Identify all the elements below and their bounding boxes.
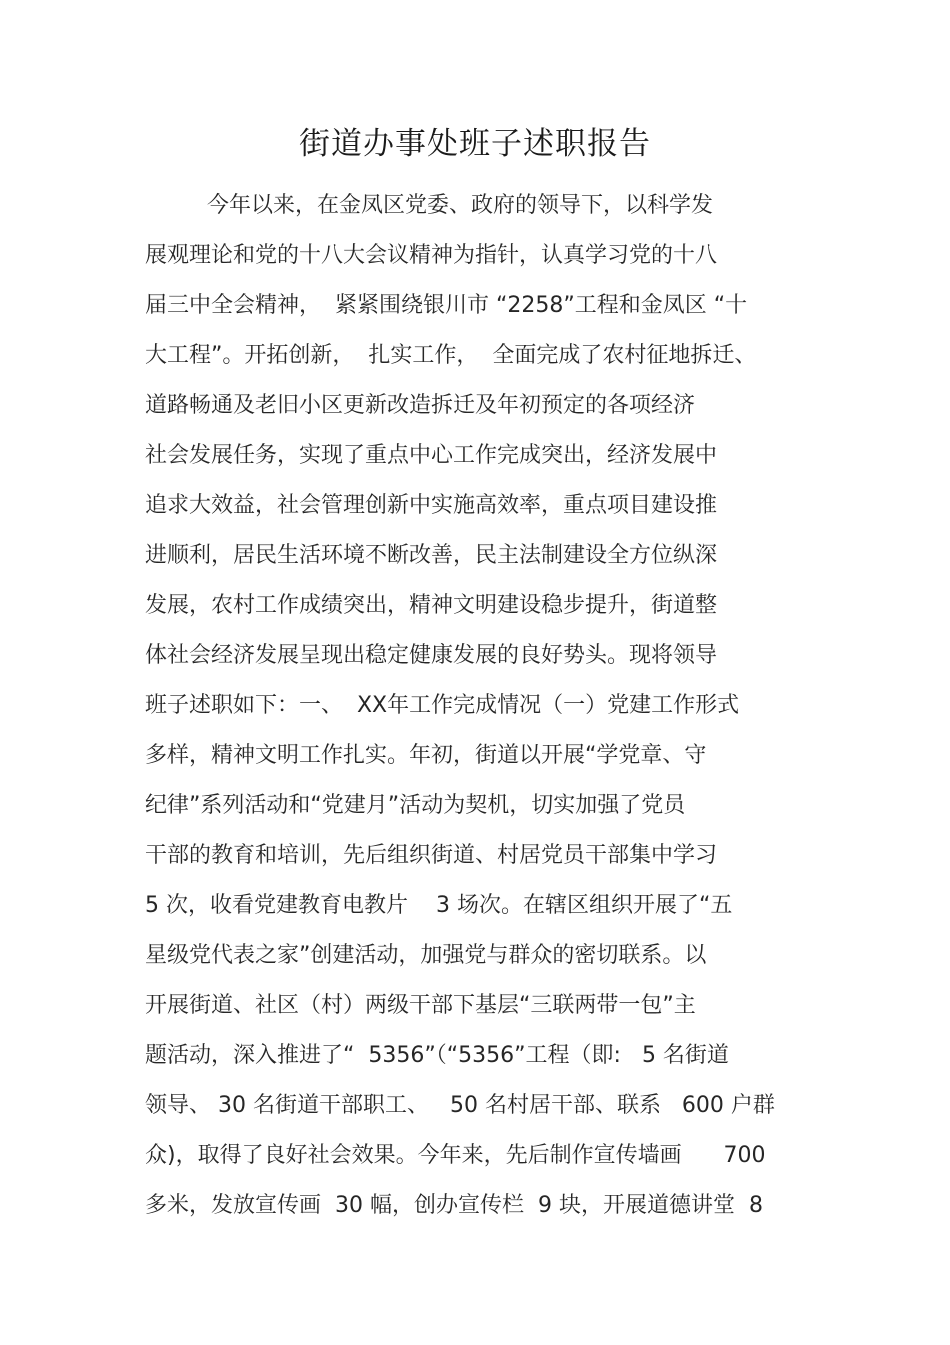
paragraph-line: 社会发展任务，实现了重点中心工作完成突出，经济发展中 [145,443,718,468]
paragraph-line: 领导、 30 名街道干部职工、 50 名村居干部、联系 600 户群 [145,1093,775,1118]
document-title: 街道办事处班子述职报告 [299,126,651,162]
paragraph-line: 多样，精神文明工作扎实。年初，街道以开展“学党章、守 [145,743,707,768]
paragraph-line: 展观理论和党的十八大会议精神为指针，认真学习党的十八 [145,243,718,268]
paragraph-line: 体社会经济发展呈现出稳定健康发展的良好势头。现将领导 [145,643,718,668]
paragraph-line: 干部的教育和培训，先后组织街道、村居党员干部集中学习 [145,843,718,868]
paragraph-line: 发展，农村工作成绩突出，精神文明建设稳步提升，街道整 [145,593,718,618]
document-body [145,185,825,1235]
paragraph-line: 5 次，收看党建教育电教片 3 场次。在辖区组织开展了“五 [145,893,733,918]
paragraph-line: 届三中全会精神， 紧紧围绕银川市 “2258”工程和金凤区 “十 [145,293,748,318]
paragraph-line: 进顺利，居民生活环境不断改善，民主法制建设全方位纵深 [145,543,718,568]
paragraph-line: 道路畅通及老旧小区更新改造拆迁及年初预定的各项经济 [145,393,696,418]
paragraph-line: 星级党代表之家”创建活动，加强党与群众的密切联系。以 [145,943,707,968]
paragraph-line: 大工程”。开拓创新， 扎实工作， 全面完成了农村征地拆迁、 [145,343,757,368]
paragraph-line: 多米，发放宣传画 30 幅，创办宣传栏 9 块，开展道德讲堂 8 [145,1193,763,1218]
paragraph-line: 纪律”系列活动和“党建月”活动为契机，切实加强了党员 [145,793,686,818]
paragraph-line: 今年以来，在金凤区党委、政府的领导下，以科学发 [207,193,714,218]
paragraph-line: 追求大效益，社会管理创新中实施高效率，重点项目建设推 [145,493,718,518]
paragraph-line: 众)，取得了良好社会效果。今年来，先后制作宣传墙画 700 [145,1143,766,1168]
paragraph-line: 班子述职如下：一、 XX年工作完成情况（一）党建工作形式 [145,693,740,718]
paragraph-line: 开展街道、社区（村）两级干部下基层“三联两带一包”主 [145,993,696,1018]
paragraph-line: 题活动，深入推进了“ 5356”（“5356”工程（即: 5 名街道 [145,1043,729,1068]
